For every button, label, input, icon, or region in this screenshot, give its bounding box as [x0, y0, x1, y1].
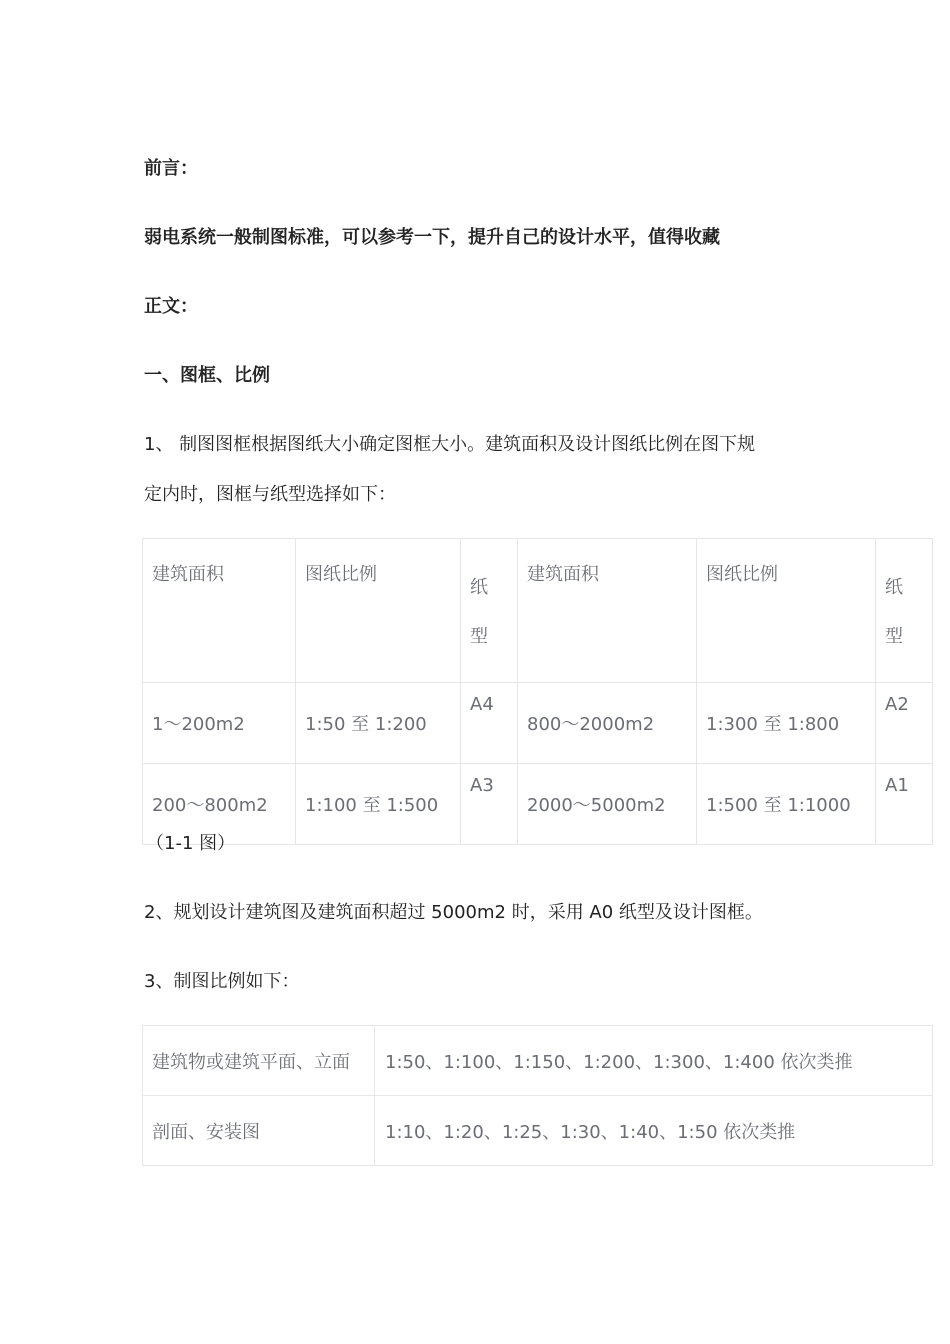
- table-row: [143, 1096, 933, 1166]
- paper-size-table: [142, 538, 933, 845]
- cell-area-2: 2000～5000m2: [518, 764, 697, 845]
- body-label: 正文：: [144, 296, 198, 317]
- cell-scale-2: 1:300 至 1:800: [697, 683, 876, 764]
- paragraph-3: 3、制图比例如下：: [144, 971, 300, 992]
- cell-drawing-type: 建筑物或建筑平面、立面: [143, 1026, 375, 1096]
- paragraph-1-line-2: 定内时，图框与纸型选择如下：: [144, 484, 396, 505]
- table-header-row: [143, 539, 933, 683]
- cell-scale-2: 1:500 至 1:1000: [697, 764, 876, 845]
- drawing-scale-table: [142, 1025, 933, 1166]
- section-heading-frame-scale: 一、图框、比例: [144, 365, 270, 386]
- cell-area: 1～200m2: [143, 683, 296, 764]
- paragraph-2: 2、规划设计建筑图及建筑面积超过 5000m2 时，采用 A0 纸型及设计图框。: [144, 902, 763, 923]
- preface-label: 前言：: [144, 158, 198, 179]
- table-row: [143, 1026, 933, 1096]
- header-paper-type-2: [876, 539, 933, 683]
- header-paper-type-text: 纸型: [470, 577, 488, 647]
- table-row: [143, 764, 933, 845]
- cell-paper: A4: [461, 683, 518, 764]
- header-building-area: 建筑面积: [143, 539, 296, 683]
- article-subtitle: 弱电系统一般制图标准，可以参考一下，提升自己的设计水平，值得收藏: [144, 227, 720, 248]
- header-building-area-2: 建筑面积: [518, 539, 697, 683]
- cell-scale: 1:100 至 1:500: [296, 764, 461, 845]
- header-paper-type: [461, 539, 518, 683]
- cell-drawing-type: 剖面、安装图: [143, 1096, 375, 1166]
- paragraph-1-line-1: 1、 制图图框根据图纸大小确定图框大小。建筑面积及设计图纸比例在图下规: [144, 434, 756, 455]
- cell-area-2: 800～2000m2: [518, 683, 697, 764]
- cell-area: 200～800m2: [143, 764, 296, 845]
- cell-paper-2: A2: [876, 683, 933, 764]
- cell-scale-list: 1:10、1:20、1:25、1:30、1:40、1:50 依次类推: [375, 1096, 933, 1166]
- cell-paper-2: A1: [876, 764, 933, 845]
- cell-scale-list: 1:50、1:100、1:150、1:200、1:300、1:400 依次类推: [375, 1026, 933, 1096]
- table-row: [143, 683, 933, 764]
- table-caption: （1-1 图）: [146, 833, 236, 854]
- cell-paper: A3: [461, 764, 518, 845]
- cell-scale: 1:50 至 1:200: [296, 683, 461, 764]
- header-paper-type-2-text: 纸型: [885, 577, 903, 647]
- header-drawing-scale-2: 图纸比例: [697, 539, 876, 683]
- header-drawing-scale: 图纸比例: [296, 539, 461, 683]
